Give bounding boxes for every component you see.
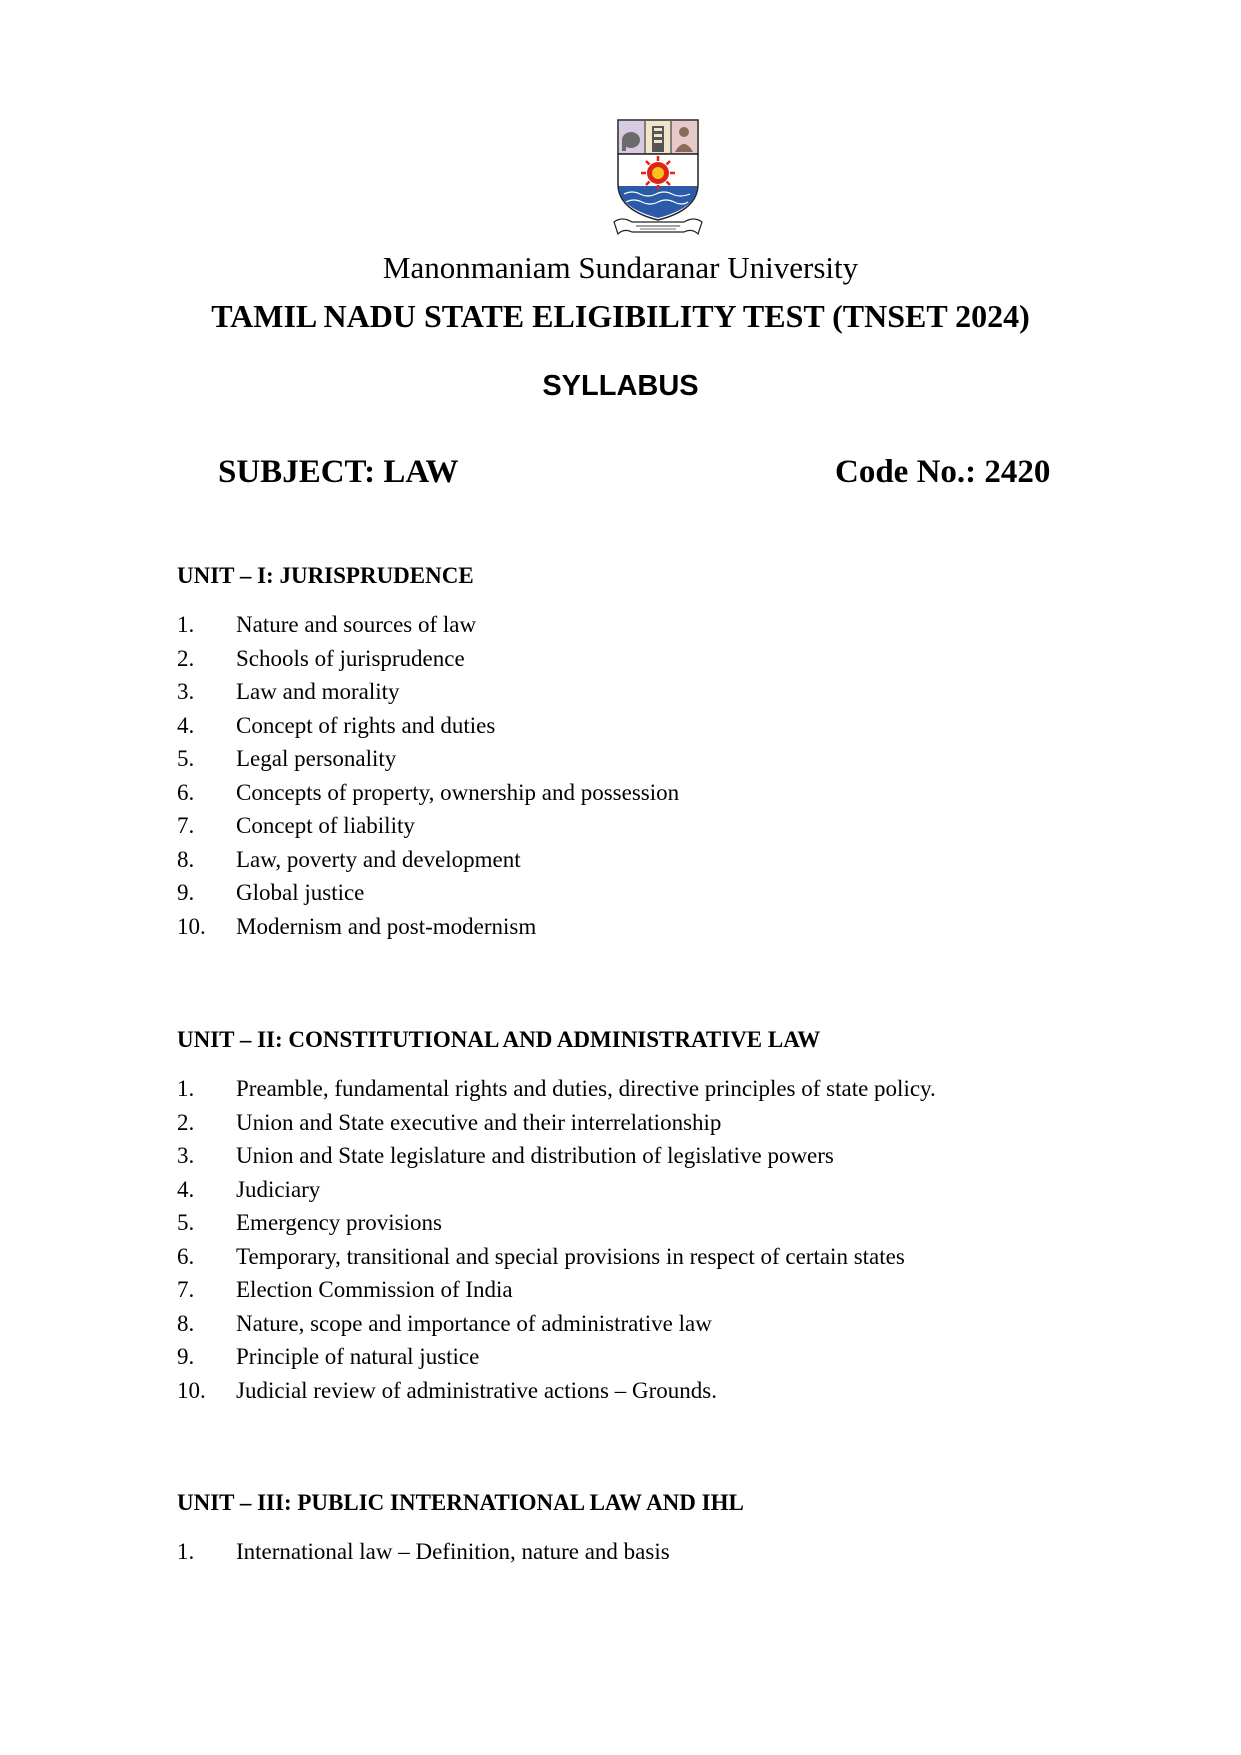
exam-title: TAMIL NADU STATE ELIGIBILITY TEST (TNSET 2024) xyxy=(211,298,1030,334)
item-number: 2. xyxy=(177,645,195,671)
subject-code: Code No.: 2420 xyxy=(835,454,1051,490)
list-item xyxy=(177,1206,1057,1240)
list-item xyxy=(177,642,1057,676)
item-number: 8. xyxy=(177,1310,195,1336)
list-item xyxy=(177,776,1057,810)
unit-section xyxy=(177,1027,1057,1407)
unit-section xyxy=(177,1490,1057,1569)
list-item xyxy=(177,1240,1057,1274)
item-text: Judicial review of administrative actions – Grounds. xyxy=(236,1377,717,1403)
list-item xyxy=(177,1139,1057,1173)
list-item xyxy=(177,709,1057,743)
item-text: Preamble, fundamental rights and duties, directive principles of state policy. xyxy=(236,1076,936,1101)
list-item xyxy=(177,876,1057,910)
item-text: Principle of natural justice xyxy=(236,1344,480,1369)
list-item xyxy=(177,1072,1057,1106)
unit-heading: UNIT – I: JURISPRUDENCE xyxy=(177,563,474,588)
item-number: 6. xyxy=(177,1243,195,1269)
item-text: Legal personality xyxy=(236,746,397,771)
list-item xyxy=(177,1273,1057,1307)
item-text: Emergency provisions xyxy=(236,1210,442,1235)
item-number: 9. xyxy=(177,1344,195,1369)
list-item xyxy=(177,809,1057,843)
item-text: Concept of liability xyxy=(236,813,415,838)
item-text: Modernism and post-modernism xyxy=(236,913,537,939)
item-text: Union and State executive and their interrelationship xyxy=(236,1109,722,1135)
item-text: Election Commission of India xyxy=(236,1277,513,1302)
item-text: Concept of rights and duties xyxy=(236,712,496,738)
item-number: 5. xyxy=(177,746,195,771)
list-item xyxy=(177,843,1057,877)
item-number: 10. xyxy=(177,913,206,939)
list-item xyxy=(177,608,1057,642)
item-number: 3. xyxy=(177,1143,195,1168)
item-number: 9. xyxy=(177,880,195,905)
item-text: Law and morality xyxy=(236,679,400,704)
item-text: Concepts of property, ownership and possession xyxy=(236,779,680,805)
item-text: Global justice xyxy=(236,880,365,905)
item-text: Union and State legislature and distribution of legislative powers xyxy=(236,1143,834,1168)
item-number: 1. xyxy=(177,1539,195,1564)
university-name: Manonmaniam Sundaranar University xyxy=(382,250,859,285)
syllabus-heading: SYLLABUS xyxy=(542,370,699,402)
university-crest-icon xyxy=(612,118,704,242)
item-text: Schools of jurisprudence xyxy=(236,645,465,671)
item-number: 10. xyxy=(177,1377,206,1403)
item-number: 4. xyxy=(177,1176,195,1202)
item-number: 2. xyxy=(177,1109,195,1135)
unit-heading: UNIT – II: CONSTITUTIONAL AND ADMINISTRATIVE LAW xyxy=(177,1027,821,1052)
unit-topic-list xyxy=(177,1535,1057,1569)
item-number: 4. xyxy=(177,712,195,738)
item-text: Law, poverty and development xyxy=(236,846,521,872)
item-text: Nature, scope and importance of administrative law xyxy=(236,1310,712,1336)
unit-topic-list xyxy=(177,608,1057,943)
item-number: 1. xyxy=(177,612,195,637)
list-item xyxy=(177,910,1057,944)
item-number: 8. xyxy=(177,846,195,872)
list-item xyxy=(177,1106,1057,1140)
item-number: 1. xyxy=(177,1076,195,1101)
item-text: International law – Definition, nature and basis xyxy=(236,1539,670,1564)
unit-section xyxy=(177,563,1057,943)
item-text: Nature and sources of law xyxy=(236,612,477,637)
list-item xyxy=(177,675,1057,709)
list-item xyxy=(177,742,1057,776)
item-text: Judiciary xyxy=(236,1176,321,1202)
item-number: 5. xyxy=(177,1210,195,1235)
list-item xyxy=(177,1340,1057,1374)
list-item xyxy=(177,1307,1057,1341)
item-number: 3. xyxy=(177,679,195,704)
item-number: 7. xyxy=(177,1277,195,1302)
item-number: 6. xyxy=(177,779,195,805)
list-item xyxy=(177,1374,1057,1408)
item-number: 7. xyxy=(177,813,195,838)
list-item xyxy=(177,1173,1057,1207)
item-text: Temporary, transitional and special provisions in respect of certain states xyxy=(236,1243,905,1269)
list-item xyxy=(177,1535,1057,1569)
subject-label: SUBJECT: LAW xyxy=(218,454,459,490)
unit-topic-list xyxy=(177,1072,1057,1407)
unit-heading: UNIT – III: PUBLIC INTERNATIONAL LAW AND IHL xyxy=(177,1490,744,1515)
